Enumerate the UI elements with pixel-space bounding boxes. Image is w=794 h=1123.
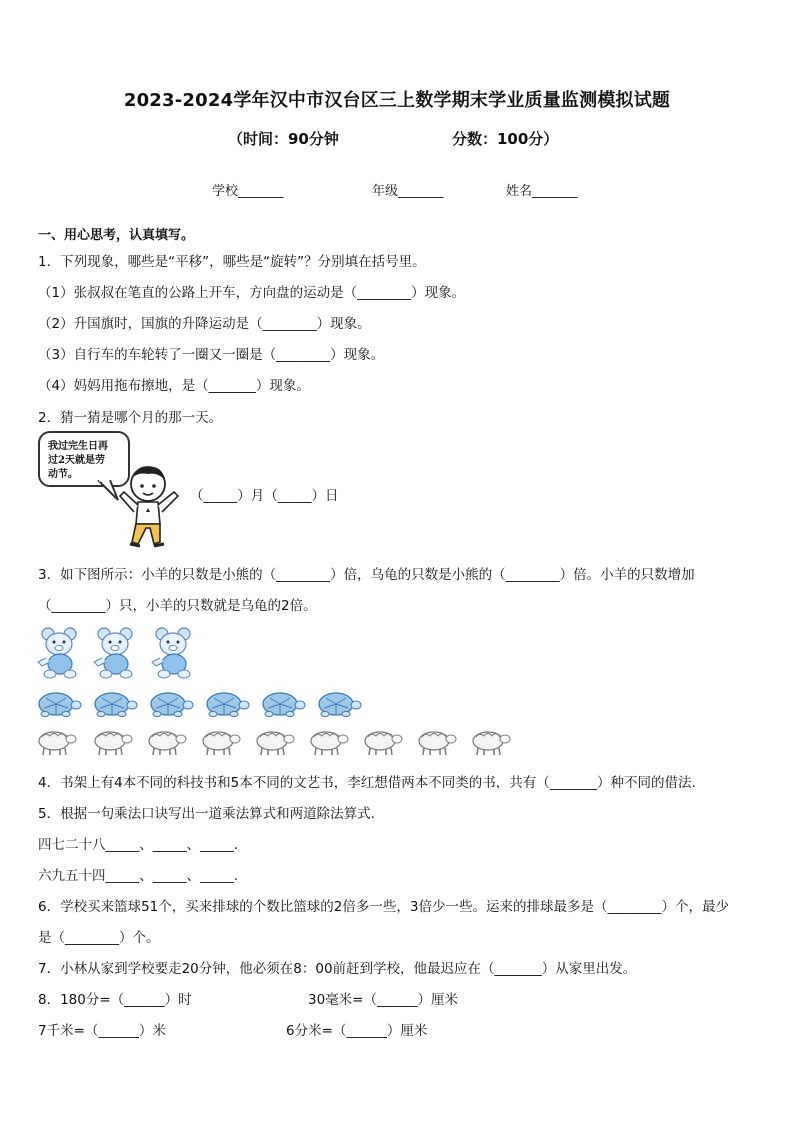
q2-stem: 2．猜一猜是哪个月的那一天。 <box>38 410 223 426</box>
q1-item-3: （3）自行车的车轮转了一圈又一圈是（________）现象。 <box>38 347 385 363</box>
q8-a: 8．180分=（______）时 <box>38 992 192 1008</box>
section-heading: 一、用心思考，认真填写。 <box>38 228 195 243</box>
q1-stem: 1．下列现象，哪些是“平移”，哪些是“旋转”？分别填在括号里。 <box>38 254 426 270</box>
speech-text-3: 动节。 <box>48 469 78 480</box>
q6-line-1: 6．学校买来篮球51个，买来排球的个数比篮球的2倍多一些，3倍少一些。运来的排球最多是（________）个，最少 <box>38 899 729 915</box>
q5-stem: 5．根据一句乘法口诀写出一道乘法算式和两道除法算式. <box>38 806 375 822</box>
turtle-icon <box>316 690 362 718</box>
speech-text-1: 我过完生日再 <box>48 441 108 452</box>
boy-illustration-icon <box>118 462 188 552</box>
q8-d: 6分米=（______）厘米 <box>286 1023 428 1039</box>
q1-item-2: （2）升国旗时，国旗的升降运动是（________）现象。 <box>38 316 371 332</box>
page-title: 2023-2024学年汉中市汉台区三上数学期末学业质量监测模拟试题 <box>123 90 671 111</box>
sheep-icon <box>416 728 458 756</box>
q3-line-2: （________）只，小羊的只数就是乌龟的2倍。 <box>38 598 317 614</box>
sheep-icon <box>36 728 78 756</box>
q1-item-1: （1）张叔叔在笔直的公路上开车，方向盘的运动是（________）现象。 <box>38 285 466 301</box>
sheep-icon <box>254 728 296 756</box>
bear-icon <box>36 624 84 680</box>
q2-answer: （_____）月（_____）日 <box>190 488 339 504</box>
turtle-icon <box>260 690 306 718</box>
q8-c: 7千米=（______）米 <box>38 1023 166 1039</box>
bear-icon <box>92 624 140 680</box>
name-field: 姓名_______ <box>506 184 578 199</box>
turtle-icon <box>204 690 250 718</box>
sheep-icon <box>362 728 404 756</box>
sheep-icon <box>146 728 188 756</box>
q8-b: 30毫米=（______）厘米 <box>308 992 458 1008</box>
exam-score: 分数：100分） <box>452 130 559 148</box>
speech-text-2: 过2天就是劳 <box>48 455 105 466</box>
q7-stem: 7．小林从家到学校要走20分钟，他必须在8：00前赶到学校，他最迟应在（_______）从家里出发。 <box>38 961 637 977</box>
turtle-icon <box>36 690 82 718</box>
speech-bubble <box>38 431 130 487</box>
school-field: 学校_______ <box>212 184 284 199</box>
sheep-icon <box>92 728 134 756</box>
turtle-icon <box>148 690 194 718</box>
exam-time: （时间：90分钟 <box>228 130 339 148</box>
q1-item-4: （4）妈妈用拖布擦地，是（_______）现象。 <box>38 378 310 394</box>
q6-line-2: 是（________）个。 <box>38 930 160 946</box>
q5-line-1: 四七二十八_____、_____、_____. <box>38 837 239 853</box>
q3-line-1: 3．如下图所示：小羊的只数是小熊的（________）倍，乌龟的只数是小熊的（________）倍。小羊的只数增加 <box>38 567 695 583</box>
q5-line-2: 六九五十四_____、_____、_____. <box>38 868 239 884</box>
sheep-icon <box>470 728 512 756</box>
q4-stem: 4．书架上有4本不同的科技书和5本不同的文艺书，李红想借两本不同类的书，共有（_______）种不同的借法. <box>38 775 696 791</box>
bear-icon <box>150 624 198 680</box>
sheep-icon <box>200 728 242 756</box>
grade-field: 年级_______ <box>372 184 444 199</box>
sheep-icon <box>308 728 350 756</box>
turtle-icon <box>92 690 138 718</box>
